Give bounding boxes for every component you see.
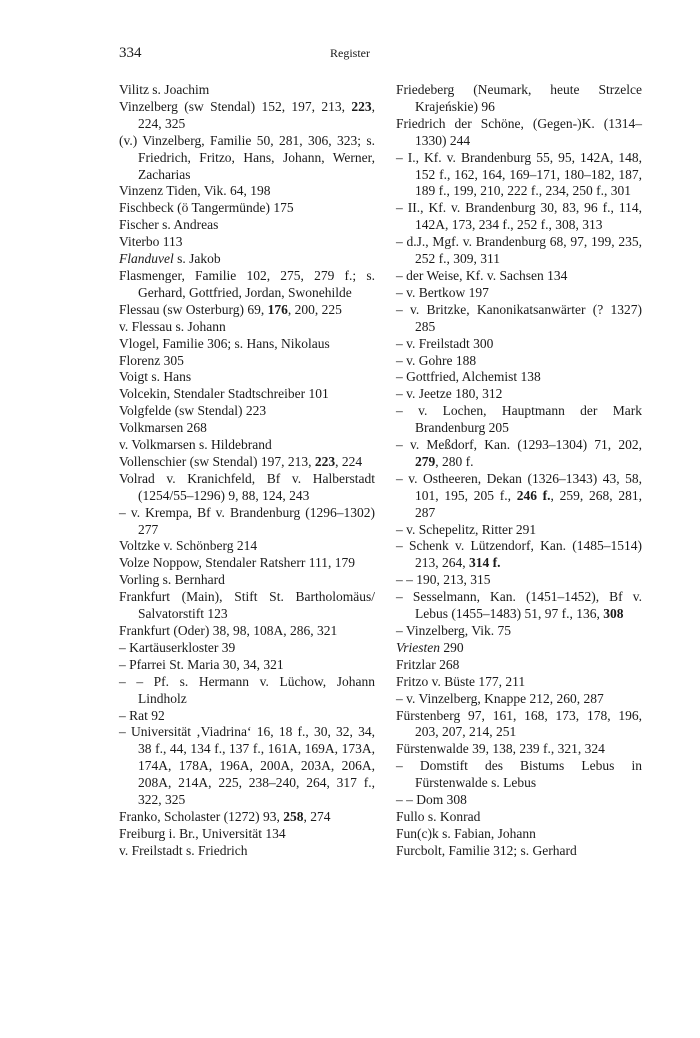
entry-text: v. Lochen, Hauptmann der Mark Brandenburg 205 — [415, 403, 642, 436]
index-entry — [119, 437, 375, 454]
index-entry — [119, 403, 375, 420]
sub-entry-dash: – — [396, 690, 403, 706]
entry-text: 290 — [440, 639, 464, 655]
index-entry — [396, 522, 642, 539]
index-entry — [396, 623, 642, 640]
sub-entry-dash: – — [396, 200, 403, 216]
sub-entry-dash: – — [396, 386, 403, 402]
index-entry — [119, 640, 375, 657]
index-entry — [396, 353, 642, 370]
index-entry — [119, 538, 375, 555]
sub-entry-dash: – — [396, 403, 403, 419]
index-entry — [119, 302, 375, 319]
index-entry — [396, 741, 642, 758]
index-entry — [396, 674, 642, 691]
entry-text: Schenk v. Lützendorf, Kan. (1485–1514) 213, 264, — [409, 538, 642, 571]
entry-text: (v.) Vinzelberg, Familie 50, 281, 306, 323; s. Friedrich, Fritzo, Hans, Johann, Werner, Zacharias — [119, 132, 375, 182]
index-entry — [396, 437, 642, 471]
index-entry — [396, 826, 642, 843]
index-entry — [119, 674, 375, 708]
entry-text: II., Kf. v. Brandenburg 30, 83, 96 f., 114, 142A, 173, 234 f., 252 f., 308, 313 — [407, 200, 643, 233]
sub-entry-dash: – — [396, 335, 403, 351]
entry-text: Friedrich der Schöne, (Gegen-)K. (1314–1330) 244 — [396, 115, 642, 148]
index-entry — [396, 82, 642, 116]
entry-text: Gottfried, Alchemist 138 — [406, 369, 541, 385]
index-entry — [396, 116, 642, 150]
index-entry — [396, 809, 642, 826]
entry-text: Fischbeck (ö Tangermünde) 175 — [119, 200, 294, 216]
entry-text: Fürstenberg 97, 161, 168, 173, 178, 196, 203, 207, 214, 251 — [396, 707, 642, 740]
entry-text: Flasmenger, Familie 102, 275, 279 f.; s. Gerhard, Gottfried, Jordan, Swonehilde — [119, 267, 375, 300]
index-entry — [119, 133, 375, 184]
entry-text: v. Flessau s. Johann — [119, 318, 226, 334]
entry-text: Frankfurt (Oder) 38, 98, 108A, 286, 321 — [119, 623, 338, 638]
entry-text: Volze Noppow, Stendaler Ratsherr 111, 179 — [119, 555, 355, 571]
index-entry — [396, 336, 642, 353]
entry-text: Volgfelde (sw Stendal) 223 — [119, 403, 267, 419]
index-entry — [396, 285, 642, 302]
entry-text: Sesselmann, Kan. (1451–1452), Bf v. Lebus (1455–1483) 51, 97 f., 136, — [412, 589, 642, 622]
entry-text: v. Jeetze 180, 312 — [406, 386, 503, 402]
sub-entry-dash: – — [119, 639, 126, 655]
index-entry — [119, 724, 375, 809]
index-entry — [396, 234, 642, 268]
entry-text: Vilitz s. Joachim — [119, 82, 210, 97]
index-entry — [119, 826, 375, 843]
index-entry — [119, 99, 375, 133]
sub-entry-dash: – — [396, 437, 403, 453]
entry-text: Florenz 305 — [119, 352, 184, 368]
sub-entry-dash: – — [119, 504, 126, 520]
index-entry — [396, 403, 642, 437]
entry-text: 190, 213, 315 — [416, 572, 491, 588]
index-entry — [119, 200, 375, 217]
index-entry — [119, 183, 375, 200]
entry-text: Vlogel, Familie 306; s. Hans, Nikolaus — [119, 335, 330, 351]
index-entry — [396, 572, 642, 589]
entry-text: Pf. s. Hermann v. Lüchow, Johann Lindholz — [138, 673, 376, 706]
page-number: 334 — [119, 45, 142, 61]
index-entry — [119, 217, 375, 234]
index-entry — [119, 809, 375, 826]
italic-term: Vriesten — [396, 639, 440, 655]
entry-text: , 259, 268, 281, 287 — [415, 487, 642, 520]
entry-text: Fun(c)k s. Fabian, Johann — [396, 825, 536, 841]
index-entry — [396, 708, 642, 742]
index-entry — [119, 505, 375, 539]
entry-text: Flessau (sw Osterburg) 69, — [119, 301, 268, 317]
entry-text: v. Krempa, Bf v. Brandenburg (1296–1302) 277 — [130, 504, 376, 537]
sub-entry-dash: – — [396, 758, 403, 774]
index-entry — [396, 758, 642, 792]
entry-text: Universität ‚Viadrina‘ 16, 18 f., 30, 32, 34, 38 f., 44, 134 f., 137 f., 161A, 169A, 173A, 174A, 178A, 196A, 200A, 203A, 206A, 208A, 214A, 225, 238–240, 264, 317 f., 322, 325 — [130, 724, 375, 808]
entry-text: , 200, 225 — [287, 301, 342, 317]
index-entry — [396, 640, 642, 657]
sub-entry-dash: – — [119, 656, 126, 672]
entry-text: Dom 308 — [416, 792, 467, 808]
entry-text: , 274 — [303, 808, 331, 824]
index-entry — [119, 234, 375, 251]
sub-entry-dash: – — [396, 369, 403, 385]
index-entry — [396, 538, 642, 572]
index-entry — [119, 386, 375, 403]
index-column-left — [119, 82, 375, 860]
index-entry — [119, 319, 375, 336]
sub-entry-dash: – – — [119, 673, 144, 689]
entry-text: Volrad v. Kranichfeld, Bf v. Halberstadt (1254/55–1296) 9, 88, 124, 243 — [119, 470, 375, 503]
index-entry — [119, 657, 375, 674]
sub-entry-dash: – — [396, 352, 403, 368]
entry-text: v. Freilstadt s. Friedrich — [119, 842, 248, 858]
entry-text: Domstift des Bistums Lebus in Fürstenwalde s. Lebus — [415, 758, 643, 791]
bold-page-ref: 308 — [603, 606, 624, 622]
sub-entry-dash: – — [396, 149, 403, 165]
index-entry — [396, 792, 642, 809]
entry-text: v. Freilstadt 300 — [406, 335, 494, 351]
entry-text: v. Meßdorf, Kan. (1293–1304) 71, 202, — [409, 437, 643, 453]
sub-entry-dash: – — [396, 623, 403, 638]
entry-text: Voltzke v. Schönberg 214 — [119, 538, 258, 554]
entry-text: Fullo s. Konrad — [396, 808, 481, 824]
entry-text: , 280 f. — [435, 453, 474, 469]
entry-text: Vinzelberg (sw Stendal) 152, 197, 213, — [119, 98, 352, 114]
index-entry — [119, 369, 375, 386]
entry-text: Fürstenwalde 39, 138, 239 f., 321, 324 — [396, 741, 605, 757]
index-entry — [119, 82, 375, 99]
sub-entry-dash: – — [396, 589, 403, 605]
index-entry — [396, 471, 642, 522]
sub-entry-dash: – — [396, 521, 403, 537]
index-entry — [396, 691, 642, 708]
entry-text: Viterbo 113 — [119, 234, 183, 250]
index-entry — [119, 454, 375, 471]
entry-text: Vinzelberg, Vik. 75 — [405, 623, 512, 638]
entry-text: v. Schepelitz, Ritter 291 — [406, 521, 537, 537]
entry-text: Franko, Scholaster (1272) 93, — [119, 808, 284, 824]
sub-entry-dash: – — [396, 284, 403, 300]
index-entry — [396, 268, 642, 285]
index-entry — [119, 843, 375, 860]
index-entry — [119, 336, 375, 353]
entry-text: I., Kf. v. Brandenburg 55, 95, 142A, 148, 152 f., 162, 164, 169–171, 180–182, 187, 189 f., 199, 210, 222 f., 234, 250 f., 301 — [407, 149, 643, 199]
bold-page-ref: 246 f. — [516, 487, 551, 503]
entry-text: v. Vinzelberg, Knappe 212, 260, 287 — [406, 690, 604, 706]
index-entry — [119, 353, 375, 370]
entry-text: Fritzo v. Büste 177, 211 — [396, 673, 526, 689]
index-entry — [119, 555, 375, 572]
entry-text: Vollenschier (sw Stendal) 197, 213, — [119, 453, 315, 469]
bold-page-ref: 223 — [314, 453, 336, 469]
entry-text: , 224, 325 — [138, 98, 375, 131]
index-entry — [396, 386, 642, 403]
entry-text: s. Jakob — [173, 251, 221, 267]
entry-text: v. Gohre 188 — [406, 352, 477, 368]
index-entry — [396, 200, 642, 234]
index-entry — [396, 657, 642, 674]
entry-text: Rat 92 — [129, 707, 165, 723]
entry-text: Fischer s. Andreas — [119, 217, 219, 233]
index-entry — [119, 589, 375, 623]
italic-term: Flanduvel — [119, 251, 174, 267]
bold-page-ref: 314 f. — [469, 555, 501, 571]
entry-text: der Weise, Kf. v. Sachsen 134 — [406, 267, 568, 283]
entry-text: Friedeberg (Neumark, heute Strzelce Krajeńskie) 96 — [396, 82, 642, 114]
bold-page-ref: 223 — [351, 98, 372, 114]
bold-page-ref: 258 — [283, 808, 304, 824]
index-entry — [396, 843, 642, 860]
entry-text: Voigt s. Hans — [119, 369, 192, 385]
sub-entry-dash: – — [396, 301, 403, 317]
index-entry — [396, 150, 642, 201]
index-entry — [119, 623, 375, 640]
entry-text: Kartäuserkloster 39 — [129, 639, 236, 655]
entry-text: v. Britzke, Kanonikatsanwärter (? 1327) 285 — [410, 301, 642, 334]
index-entry — [396, 589, 642, 623]
index-entry — [119, 420, 375, 437]
sub-entry-dash: – – — [396, 572, 413, 588]
index-column-right — [396, 82, 642, 860]
entry-text: Freiburg i. Br., Universität 134 — [119, 825, 286, 841]
running-head: Register — [330, 46, 370, 60]
index-entry — [119, 268, 375, 302]
sub-entry-dash: – — [396, 234, 403, 250]
sub-entry-dash: – — [396, 538, 403, 554]
bold-page-ref: 176 — [267, 301, 288, 317]
sub-entry-dash: – – — [396, 792, 413, 808]
sub-entry-dash: – — [396, 470, 403, 486]
index-entry — [119, 572, 375, 589]
entry-text: Furcbolt, Familie 312; s. Gerhard — [396, 842, 577, 858]
bold-page-ref: 279 — [415, 453, 436, 469]
entry-text: Fritzlar 268 — [396, 656, 460, 672]
entry-text: Frankfurt (Main), Stift St. Bartholomäus/ Salvatorstift 123 — [119, 589, 375, 622]
entry-text: Volkmarsen 268 — [119, 420, 207, 436]
entry-text: Pfarrei St. Maria 30, 34, 321 — [129, 656, 284, 672]
entry-text: Vinzenz Tiden, Vik. 64, 198 — [119, 183, 271, 199]
sub-entry-dash: – — [119, 724, 126, 740]
entry-text: v. Ostheeren, Dekan (1326–1343) 43, 58, 101, 195, 205 f., — [408, 470, 642, 503]
index-entry — [119, 471, 375, 505]
entry-text: v. Bertkow 197 — [406, 284, 489, 300]
index-entry — [119, 708, 375, 725]
entry-text: d.J., Mgf. v. Brandenburg 68, 97, 199, 235, 252 f., 309, 311 — [406, 234, 642, 267]
entry-text: Vorling s. Bernhard — [119, 572, 225, 588]
entry-text: v. Volkmarsen s. Hildebrand — [119, 437, 272, 453]
sub-entry-dash: – — [396, 267, 403, 283]
index-entry — [119, 251, 375, 268]
entry-text: , 224 — [335, 453, 363, 469]
index-entry — [396, 369, 642, 386]
sub-entry-dash: – — [119, 707, 126, 723]
entry-text: Volcekin, Stendaler Stadtschreiber 101 — [119, 386, 329, 402]
index-entry — [396, 302, 642, 336]
